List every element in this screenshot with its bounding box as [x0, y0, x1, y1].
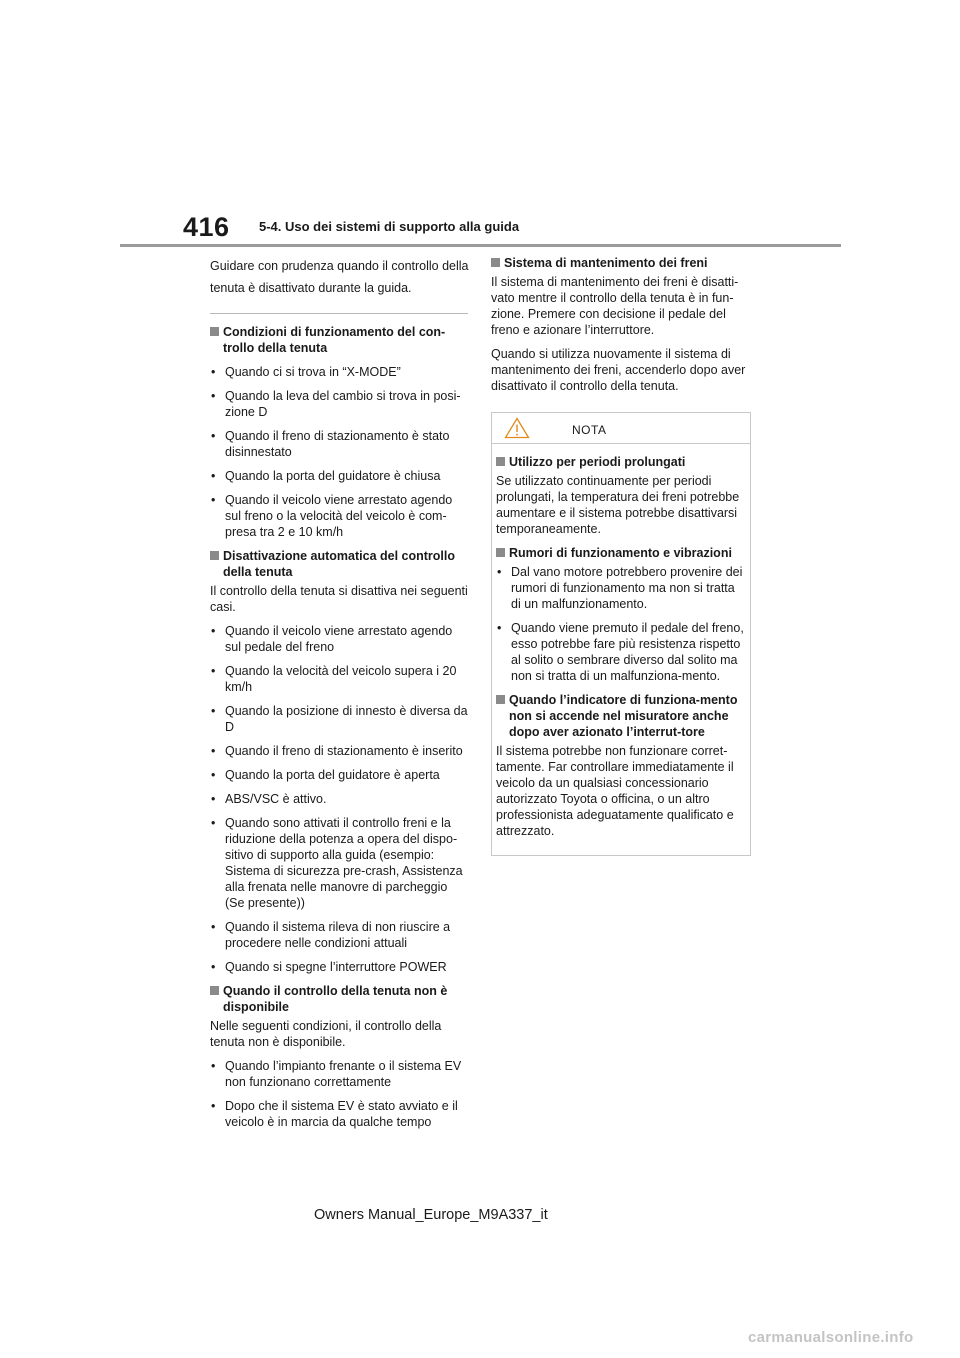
section-title: 5-4. Uso dei sistemi di supporto alla guida: [259, 219, 520, 234]
nota-heading-text: Rumori di funzionamento e vibrazioni: [509, 546, 732, 560]
square-bullet-icon: [496, 695, 505, 704]
section-text: Quando si utilizza nuovamente il sistema di mantenimento dei freni, accenderlo dopo aver disattivato il controllo della tenuta.: [491, 347, 746, 393]
footer-text: Owners Manual_Europe_M9A337_it: [314, 1207, 548, 1223]
list-item: • Quando il sistema rileva di non riuscire a procedere nelle condizioni attuali: [210, 919, 470, 951]
nota-label: NOTA: [572, 423, 607, 437]
list-item: • Quando si spegne l’interruttore POWER: [210, 959, 470, 975]
list-item: • Dal vano motore potrebbero provenire dei rumori di funzionamento ma non si tratta di un malfunzionamento.: [496, 564, 746, 612]
list-item: • ABS/VSC è attivo.: [210, 791, 470, 807]
intro-text: Guidare con prudenza quando il controllo della tenuta è disattivato durante la guida.: [210, 259, 469, 295]
nota-body: [492, 444, 750, 855]
page-number: 416: [183, 212, 230, 242]
warning-triangle-icon: [504, 417, 530, 443]
section-heading-text: Disattivazione automatica del controllo della tenuta: [223, 549, 455, 579]
section-heading-text: Quando il controllo della tenuta non è disponibile: [223, 984, 448, 1014]
section-text: Il sistema di mantenimento dei freni è disatti-vato mentre il controllo della tenuta è in fun-zione. Premere con decisione il pedale del freno e azionare l’interruttore.: [491, 275, 739, 337]
nota-text: Il sistema potrebbe non funzionare corret-tamente. Far controllare immediatamente il veicolo da un qualsiasi concessionario autorizzato Toyota o officina, o un altro professionista adeguatamente qualificato e attrezzato.: [496, 744, 734, 838]
section-heading: [210, 983, 470, 1015]
divider: [210, 313, 468, 314]
nota-heading-text: Quando l’indicatore di funziona-mento non si accende nel misuratore anche dopo aver azionato l’interrut-tore: [509, 693, 738, 739]
section-heading: [210, 324, 470, 356]
square-bullet-icon: [496, 457, 505, 466]
nota-text: Se utilizzato continuamente per periodi prolungati, la temperatura dei freni potrebbe aumentare e il sistema potrebbe disattivarsi temporaneamente.: [496, 474, 740, 536]
section-heading-text: Sistema di mantenimento dei freni: [504, 256, 708, 270]
section-heading: [210, 548, 470, 580]
square-bullet-icon: [496, 548, 505, 557]
list-item: • Quando il freno di stazionamento è stato disinnestato: [210, 428, 470, 460]
list-item: • Quando la posizione di innesto è diversa da D: [210, 703, 470, 735]
list-item: • Quando il veicolo viene arrestato agendo sul pedale del freno: [210, 623, 470, 655]
square-bullet-icon: [210, 551, 219, 560]
nota-heading-text: Utilizzo per periodi prolungati: [509, 455, 686, 469]
section-heading-text: Condizioni di funzionamento del con-trollo della tenuta: [223, 325, 446, 355]
list-item: • Dopo che il sistema EV è stato avviato e il veicolo è in marcia da qualche tempo: [210, 1098, 470, 1130]
section-text: Nelle seguenti condizioni, il controllo della tenuta non è disponibile.: [210, 1019, 442, 1049]
bullet-list: [210, 623, 470, 975]
bullet-list: [210, 1058, 470, 1130]
nota-box: [491, 412, 751, 856]
right-column: [491, 255, 753, 856]
list-item: • Quando la porta del guidatore è aperta: [210, 767, 470, 783]
list-item: • Quando l’impianto frenante o il sistema EV non funzionano correttamente: [210, 1058, 470, 1090]
nota-heading: [496, 692, 746, 740]
list-item: • Quando sono attivati il controllo freni e la riduzione della potenza a opera del dispo-sitivo di supporto alla guida (esempio: Sistema di sicurezza pre-crash, Assistenza alla frenata nelle manovre di parcheggio (Se presente)): [210, 815, 470, 911]
section-text: Il controllo della tenuta si disattiva nei seguenti casi.: [210, 584, 468, 614]
list-item: • Quando la porta del guidatore è chiusa: [210, 468, 470, 484]
nota-heading: [496, 545, 746, 561]
list-item: • Quando il freno di stazionamento è inserito: [210, 743, 470, 759]
section-heading: [491, 255, 753, 271]
nota-header: [492, 413, 750, 444]
list-item: • Quando la velocità del veicolo supera i 20 km/h: [210, 663, 470, 695]
watermark-link[interactable]: carmanualsonline.info: [748, 1329, 914, 1346]
nota-heading: [496, 454, 746, 470]
list-item: • Quando la leva del cambio si trova in posi-zione D: [210, 388, 470, 420]
square-bullet-icon: [210, 327, 219, 336]
square-bullet-icon: [210, 986, 219, 995]
square-bullet-icon: [491, 258, 500, 267]
list-item: • Quando il veicolo viene arrestato agendo sul freno o la velocità del veicolo è com-presa tra 2 e 10 km/h: [210, 492, 470, 540]
left-column: [210, 255, 470, 1138]
bullet-list: [496, 564, 746, 684]
list-item: • Quando viene premuto il pedale del freno, esso potrebbe fare più resistenza rispetto al solito o sembrare diverso dal solito ma non si tratta di un malfunziona-mento.: [496, 620, 746, 684]
list-item: • Quando ci si trova in “X-MODE”: [210, 364, 470, 380]
header-rule: [120, 244, 841, 247]
bullet-list: [210, 364, 470, 540]
